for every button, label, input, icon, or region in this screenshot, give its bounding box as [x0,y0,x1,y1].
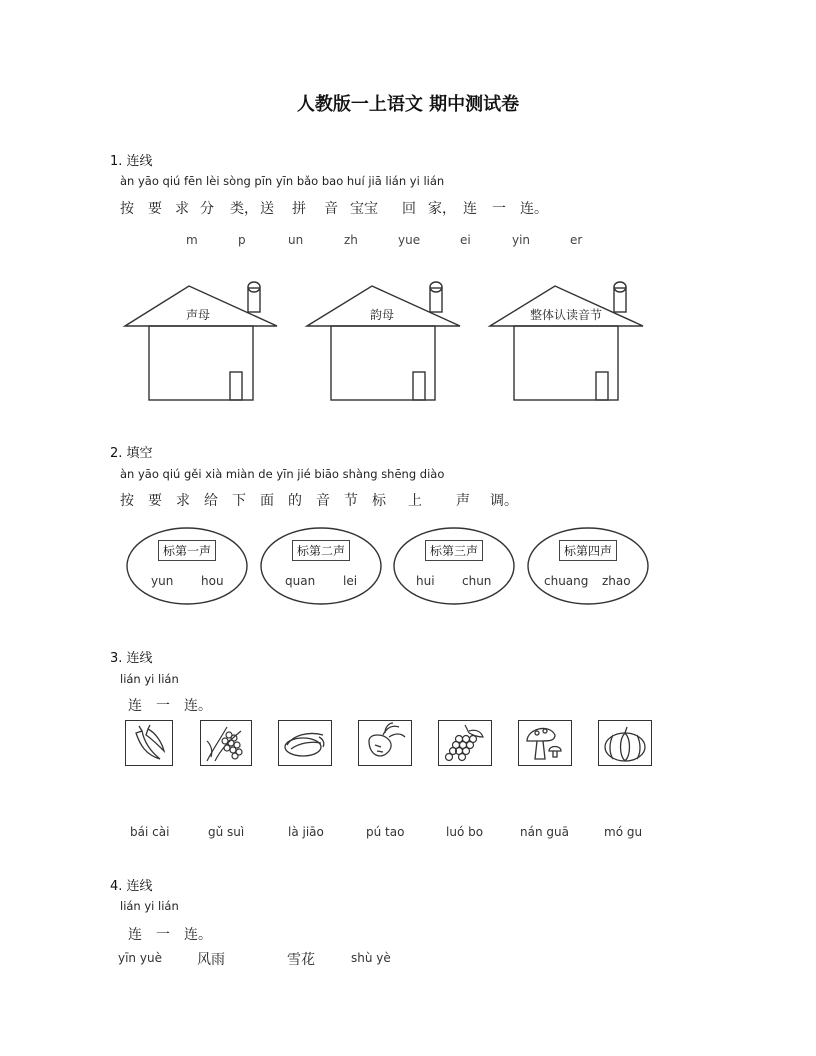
option-item: m [186,233,198,247]
q4-item-xuehua: 雪花 [287,952,315,968]
word-baicai: bái cài [130,825,170,839]
instruction-char: 上 [408,493,422,509]
syllable: hou [201,574,224,588]
tone-label: 标第四声 [559,540,617,561]
instruction-char: 给 [204,493,218,509]
q1-pinyin: àn yāo qiú fēn lèi sòng pīn yīn bǎo bao huí jiā lián yi lián [120,174,445,188]
pepper-icon [125,720,173,766]
instruction-char: 音 [324,201,338,217]
instruction-char: 按 [120,493,134,509]
instruction-char: 分 [200,201,214,217]
instruction-char: 回 [402,201,416,217]
instruction-char: 连 [463,201,477,217]
tone-group-1 [127,530,247,608]
instruction-char: 送 [260,201,274,217]
q2-heading: 2. 填空 [110,446,153,461]
option-item: ei [460,233,471,247]
instruction-char: 求 [176,493,190,509]
option-item: zh [344,233,358,247]
option-item: er [570,233,583,247]
tone-label: 标第一声 [158,540,216,561]
instruction-char: 家， [428,201,456,217]
pumpkin-icon [598,720,652,766]
instruction-char: 下 [232,493,246,509]
tone-group-2 [261,530,381,608]
tone-group-4 [528,530,648,608]
syllable: hui [416,574,435,588]
option-item: p [238,233,246,247]
word-putao: pú tao [366,825,405,839]
word-gusui: gǔ suì [208,825,245,839]
instruction-char: 一 [492,201,506,217]
q1-heading: 1. 连线 [110,154,153,169]
q4-item-shuye: shù yè [351,951,391,965]
instruction-char: 拼 [292,201,306,217]
q3-pinyin: lián yi lián [120,672,179,686]
instruction-char: 标 [372,493,386,509]
grapes-icon [438,720,492,766]
grain-icon [200,720,252,766]
word-nangua: nán guā [520,825,569,839]
tone-label: 标第二声 [292,540,350,561]
syllable: chuang [544,574,589,588]
tone-label: 标第三声 [425,540,483,561]
syllable: yun [151,574,174,588]
syllable: lei [343,574,358,588]
instruction-char: 求 [175,201,189,217]
house-label-yunmu: 韵母 [370,308,395,322]
tone-group-3 [394,530,514,608]
cabbage-icon [278,720,332,766]
instruction-char: 连 [128,927,142,943]
instruction-char: 按 [120,201,134,217]
instruction-char: 一 [156,698,170,714]
instruction-char: 一 [156,927,170,943]
instruction-char: 连 [128,698,142,714]
q4-heading: 4. 连线 [110,879,153,894]
instruction-char: 调。 [490,493,518,509]
instruction-char: 节 [344,493,358,509]
instruction-char: 面 [260,493,274,509]
q2-pinyin: àn yāo qiú gěi xià miàn de yīn jié biāo shàng shēng diào [120,467,445,481]
word-luobo: luó bo [446,825,484,839]
instruction-char: 宝宝 [350,201,378,217]
page-title: 人教版一上语文 期中测试卷 [296,94,520,115]
option-item: un [288,233,304,247]
q4-item-yinyue: yīn yuè [118,951,162,965]
instruction-char: 要 [148,493,162,509]
instruction-char: 类， [230,201,258,217]
instruction-char: 要 [148,201,162,217]
q4-item-fengyu: 风雨 [197,952,225,968]
option-item: yue [398,233,421,247]
instruction-char: 声 [456,493,470,509]
syllable: zhao [602,574,631,588]
instruction-char: 连。 [184,698,212,714]
house-label-shengmu: 声母 [186,308,211,322]
house-label-zhengti: 整体认读音节 [530,308,603,322]
mushroom-icon [518,720,572,766]
instruction-char: 的 [288,493,302,509]
syllable: quan [285,574,316,588]
radish-icon [358,720,412,766]
instruction-char: 连。 [184,927,212,943]
syllable: chun [462,574,492,588]
word-lajiao: là jiāo [288,825,324,839]
q3-heading: 3. 连线 [110,651,153,666]
option-item: yin [512,233,531,247]
instruction-char: 连。 [520,201,548,217]
word-mogu: mó gu [604,825,643,839]
instruction-char: 音 [316,493,330,509]
q4-pinyin: lián yi lián [120,899,179,913]
